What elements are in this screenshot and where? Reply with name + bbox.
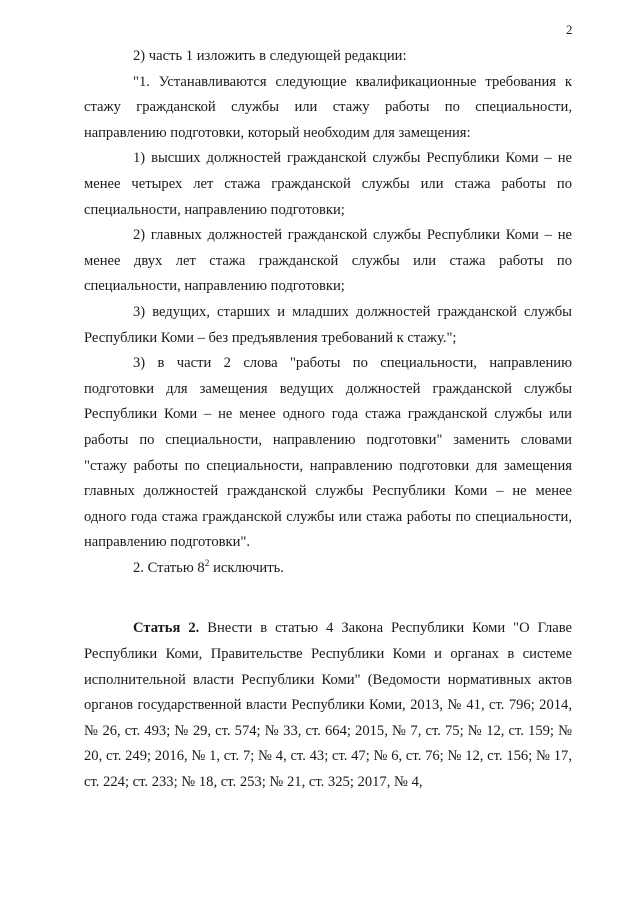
paragraph-item-2 xyxy=(84,556,572,582)
paragraph-article-2 xyxy=(84,616,572,795)
item-2-suffix: исключить. xyxy=(209,559,284,576)
page-number: 2 xyxy=(566,22,573,37)
section-gap xyxy=(84,581,572,616)
paragraph-leading-positions: 3) ведущих, старших и младших должностей гражданской службы Республики Коми – без предъявления требований к стажу."; xyxy=(84,303,572,346)
paragraph-part1-intro: 2) часть 1 изложить в следующей редакции: xyxy=(133,48,407,64)
paragraph-qualification-requirements: "1. Устанавливаются следующие квалификационные требования к стажу гражданской службы или стажу работы по специальности, направлению подготовки, который необходим для замещения: xyxy=(84,73,572,141)
article-2-text: Внести в статью 4 Закона Республики Коми "О Главе Республики Коми, Правительстве Республики Коми и органах в системе исполнительной власти Республики Коми" (Ведомости нормативных актов органов государственной власти Республики Коми, 2013, № 41, ст. 796; 2014, № 26, ст. 493; № 29, ст. 574; № 33, ст. 664; 2015, № 7, ст. 75; № 12, ст. 159; № 20, ст. 249; 2016, № 1, ст. 7; № 4, ст. 43; ст. 47; № 6, ст. 76; № 12, ст. 156; № 17, ст. 224; ст. 233; № 18, ст. 253; № 21, ст. 325; 2017, № 4, xyxy=(84,620,572,791)
paragraph-highest-positions: 1) высших должностей гражданской службы Республики Коми – не менее четырех лет стажа гражданской службы или стажа работы по специальности, направлению подготовки; xyxy=(84,150,572,218)
paragraph-main-positions: 2) главных должностей гражданской службы Республики Коми – не менее двух лет стажа гражданской службы или стажа работы по специальности, направлению подготовки; xyxy=(84,227,572,295)
paragraph-part2-replacement: 3) в части 2 слова "работы по специальности, направлению подготовки для замещения ведущих должностей гражданской службы Республики Коми – не менее одного года стажа гражданской службы или работы по специальности, направлению подготовки" заменить словами "стажу работы по специальности, направлению подготовки для замещения главных должностей гражданской службы Республики Коми – не менее одного года стажа гражданской службы или стажа работы по специальности, направлению подготовки". xyxy=(84,355,572,551)
item-2-superscript: 2 xyxy=(204,558,210,569)
item-2-prefix: 2. Статью 8 xyxy=(133,559,205,576)
document-body xyxy=(84,44,572,796)
article-2-heading: Статья 2. xyxy=(133,620,200,637)
